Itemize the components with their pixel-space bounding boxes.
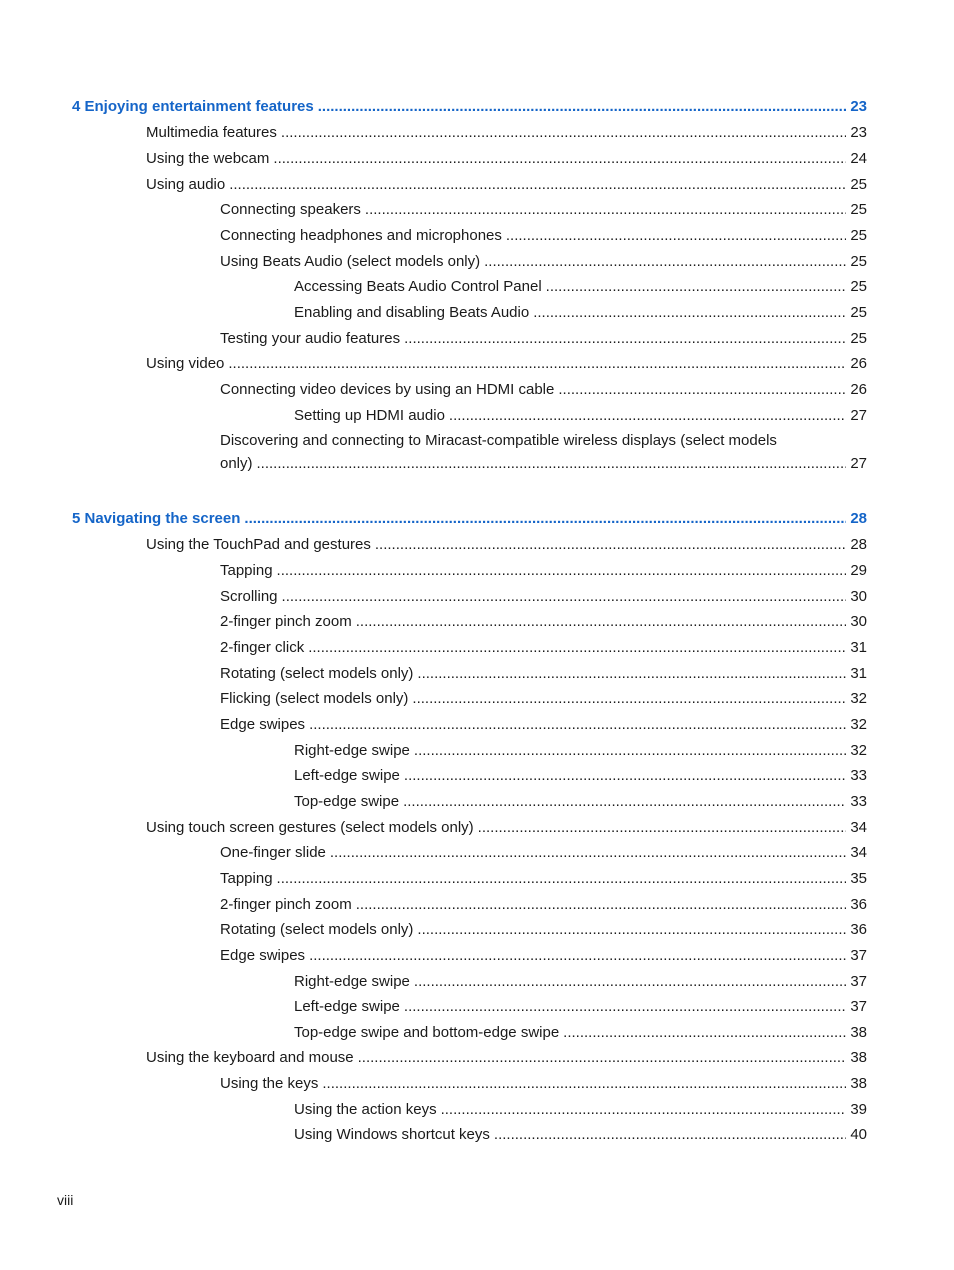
dot-leader <box>257 452 847 475</box>
toc-entry-page: 27 <box>850 407 867 424</box>
dot-leader <box>322 1072 846 1095</box>
toc-entry[interactable] <box>294 1123 867 1146</box>
toc-entry[interactable] <box>220 944 867 967</box>
toc-entry-page: 25 <box>850 330 867 347</box>
toc-entry-title: Tapping <box>220 870 273 887</box>
dot-leader <box>309 944 846 967</box>
dot-leader <box>273 147 846 170</box>
toc-entry-page: 39 <box>850 1101 867 1118</box>
toc-entry-title: Rotating (select models only) <box>220 665 414 682</box>
toc-entry-title: Using the keyboard and mouse <box>146 1049 354 1066</box>
toc-entry[interactable] <box>220 687 867 710</box>
toc-entry[interactable] <box>220 610 867 633</box>
toc-entry[interactable] <box>294 995 867 1018</box>
toc-entry-page: 37 <box>850 947 867 964</box>
dot-leader <box>375 533 846 556</box>
toc-entry-page: 35 <box>850 870 867 887</box>
toc-entry[interactable] <box>294 1021 867 1044</box>
toc-entry-page: 26 <box>850 381 867 398</box>
toc-entry-title: Using Windows shortcut keys <box>294 1126 490 1143</box>
toc-entry-page: 38 <box>850 1024 867 1041</box>
toc-entry-title: Connecting video devices by using an HDMI cable <box>220 381 555 398</box>
toc-entry-page: 33 <box>850 767 867 784</box>
toc-entry[interactable] <box>294 790 867 813</box>
toc-entry[interactable] <box>220 636 867 659</box>
toc-entry-title: Using the webcam <box>146 150 270 167</box>
toc-entry-title: Discovering and connecting to Miracast-compatible wireless displays (select models <box>220 432 777 449</box>
toc-entry-page: 31 <box>850 665 867 682</box>
toc-entry-title: 4 Enjoying entertainment features <box>72 98 314 115</box>
dot-leader <box>414 739 846 762</box>
dot-leader <box>414 970 846 993</box>
toc-entry[interactable] <box>146 1046 867 1069</box>
dot-leader <box>229 173 846 196</box>
toc-entry-page: 28 <box>850 536 867 553</box>
toc-entry-page: 37 <box>850 973 867 990</box>
toc-entry-title: Enabling and disabling Beats Audio <box>294 304 530 321</box>
toc-entry[interactable] <box>294 301 867 324</box>
toc-entry-page: 25 <box>850 227 867 244</box>
page-number: viii <box>57 1192 74 1208</box>
toc-entry[interactable] <box>294 739 867 762</box>
toc-entry-title: 5 Navigating the screen <box>72 510 241 527</box>
toc-entry[interactable] <box>294 275 867 298</box>
toc-entry-title: Connecting speakers <box>220 201 361 218</box>
dot-leader <box>506 224 846 247</box>
toc-entry-page: 25 <box>850 253 867 270</box>
dot-leader <box>404 995 846 1018</box>
toc-entry[interactable] <box>220 559 867 582</box>
toc-entry-page: 25 <box>850 201 867 218</box>
toc-entry-title: Right-edge swipe <box>294 973 410 990</box>
toc-entry-title: Using Beats Audio (select models only) <box>220 253 481 270</box>
toc-entry[interactable] <box>294 970 867 993</box>
dot-leader <box>533 301 846 324</box>
dot-leader <box>282 585 847 608</box>
dot-leader <box>484 250 846 273</box>
toc-entry-page: 34 <box>850 819 867 836</box>
toc-entry-title: Multimedia features <box>146 124 277 141</box>
toc-entry[interactable] <box>220 327 867 350</box>
toc-entry[interactable] <box>220 429 867 475</box>
toc-entry[interactable] <box>220 713 867 736</box>
toc-entry[interactable] <box>220 841 867 864</box>
dot-leader <box>277 559 847 582</box>
toc-entry-title: Edge swipes <box>220 716 306 733</box>
toc-entry[interactable] <box>220 224 867 247</box>
toc-entry[interactable] <box>220 378 867 401</box>
dot-leader <box>277 867 847 890</box>
toc-entry-page: 30 <box>850 613 867 630</box>
toc-entry-title: Tapping <box>220 562 273 579</box>
toc-entry[interactable] <box>146 121 867 144</box>
toc-entry-title: Scrolling <box>220 588 278 605</box>
toc-entry-page: 32 <box>850 690 867 707</box>
toc-entry-page: 32 <box>850 716 867 733</box>
toc-entry[interactable] <box>146 173 867 196</box>
toc-entry-title: Rotating (select models only) <box>220 921 414 938</box>
toc-entry-page: 26 <box>850 355 867 372</box>
dot-leader <box>441 1098 847 1121</box>
toc-entry[interactable] <box>146 352 867 375</box>
dot-leader <box>412 687 846 710</box>
toc-entry-title: Using video <box>146 355 225 372</box>
dot-leader <box>417 662 846 685</box>
toc-entry-title: 2-finger pinch zoom <box>220 613 352 630</box>
toc-entry-page: 23 <box>850 98 867 115</box>
toc-entry[interactable] <box>220 893 867 916</box>
dot-leader <box>356 610 847 633</box>
toc-entry[interactable] <box>146 816 867 839</box>
toc-entry[interactable] <box>294 404 867 427</box>
dot-leader <box>318 95 847 118</box>
dot-leader <box>417 918 846 941</box>
toc-entry-title: 2-finger pinch zoom <box>220 896 352 913</box>
toc-entry[interactable] <box>146 533 867 556</box>
dot-leader <box>563 1021 846 1044</box>
toc-entry-title-continued: only) <box>220 455 253 472</box>
toc-entry-page: 25 <box>850 176 867 193</box>
toc-entry[interactable] <box>294 764 867 787</box>
toc-entry-title: One-finger slide <box>220 844 326 861</box>
toc-entry-page: 34 <box>850 844 867 861</box>
toc-entry-title: Right-edge swipe <box>294 742 410 759</box>
toc-entry-title: Connecting headphones and microphones <box>220 227 502 244</box>
toc-entry-title: Using audio <box>146 176 226 193</box>
dot-leader <box>403 790 846 813</box>
toc-chapter-entry[interactable] <box>72 95 867 118</box>
toc-entry[interactable] <box>220 585 867 608</box>
toc-entry[interactable] <box>220 198 867 221</box>
toc-entry-title: Accessing Beats Audio Control Panel <box>294 278 542 295</box>
toc-entry-title: Left-edge swipe <box>294 998 400 1015</box>
toc-entry[interactable] <box>294 1098 867 1121</box>
dot-leader <box>365 198 846 221</box>
toc-entry-title: Left-edge swipe <box>294 767 400 784</box>
dot-leader <box>358 1046 847 1069</box>
dot-leader <box>546 275 847 298</box>
dot-leader <box>558 378 846 401</box>
dot-leader <box>309 713 846 736</box>
toc-entry-title: Flicking (select models only) <box>220 690 409 707</box>
toc-entry-page: 30 <box>850 588 867 605</box>
dot-leader <box>244 507 846 530</box>
toc-entry-page: 36 <box>850 896 867 913</box>
toc-entry-page: 33 <box>850 793 867 810</box>
toc-entry-page: 28 <box>850 510 867 527</box>
toc-entry-title: 2-finger click <box>220 639 305 656</box>
toc-entry-title: Top-edge swipe <box>294 793 400 810</box>
dot-leader <box>330 841 846 864</box>
dot-leader <box>494 1123 846 1146</box>
toc-entry-page: 37 <box>850 998 867 1015</box>
toc-entry[interactable] <box>220 662 867 685</box>
dot-leader <box>281 121 846 144</box>
toc-chapter-entry[interactable] <box>72 507 867 530</box>
toc-entry-title: Using the TouchPad and gestures <box>146 536 371 553</box>
dot-leader <box>478 816 847 839</box>
toc-entry-page: 38 <box>850 1049 867 1066</box>
dot-leader <box>449 404 846 427</box>
toc-entry-title: Using the action keys <box>294 1101 437 1118</box>
toc-entry-page: 24 <box>850 150 867 167</box>
toc-entry-page: 31 <box>850 639 867 656</box>
toc-entry-title: Testing your audio features <box>220 330 401 347</box>
toc-entry-title: Using the keys <box>220 1075 319 1092</box>
dot-leader <box>404 327 846 350</box>
toc-entry-page: 25 <box>850 304 867 321</box>
toc-entry-page: 36 <box>850 921 867 938</box>
toc-entry-page: 29 <box>850 562 867 579</box>
toc-entry[interactable] <box>220 867 867 890</box>
toc-entry-title: Top-edge swipe and bottom-edge swipe <box>294 1024 560 1041</box>
toc-entry-page: 40 <box>850 1126 867 1143</box>
toc-entry-title: Edge swipes <box>220 947 306 964</box>
toc-entry[interactable] <box>146 147 867 170</box>
toc-entry-page: 25 <box>850 278 867 295</box>
toc-entry[interactable] <box>220 1072 867 1095</box>
toc-entry-page: 32 <box>850 742 867 759</box>
toc-entry-title: Using touch screen gestures (select models only) <box>146 819 474 836</box>
toc-entry-page: 23 <box>850 124 867 141</box>
dot-leader <box>356 893 847 916</box>
toc-entry-page: 27 <box>850 455 867 472</box>
dot-leader <box>308 636 846 659</box>
toc-entry-title: Setting up HDMI audio <box>294 407 445 424</box>
toc-entry-page: 38 <box>850 1075 867 1092</box>
dot-leader <box>404 764 846 787</box>
toc-entry[interactable] <box>220 250 867 273</box>
toc-entry[interactable] <box>220 918 867 941</box>
dot-leader <box>228 352 846 375</box>
